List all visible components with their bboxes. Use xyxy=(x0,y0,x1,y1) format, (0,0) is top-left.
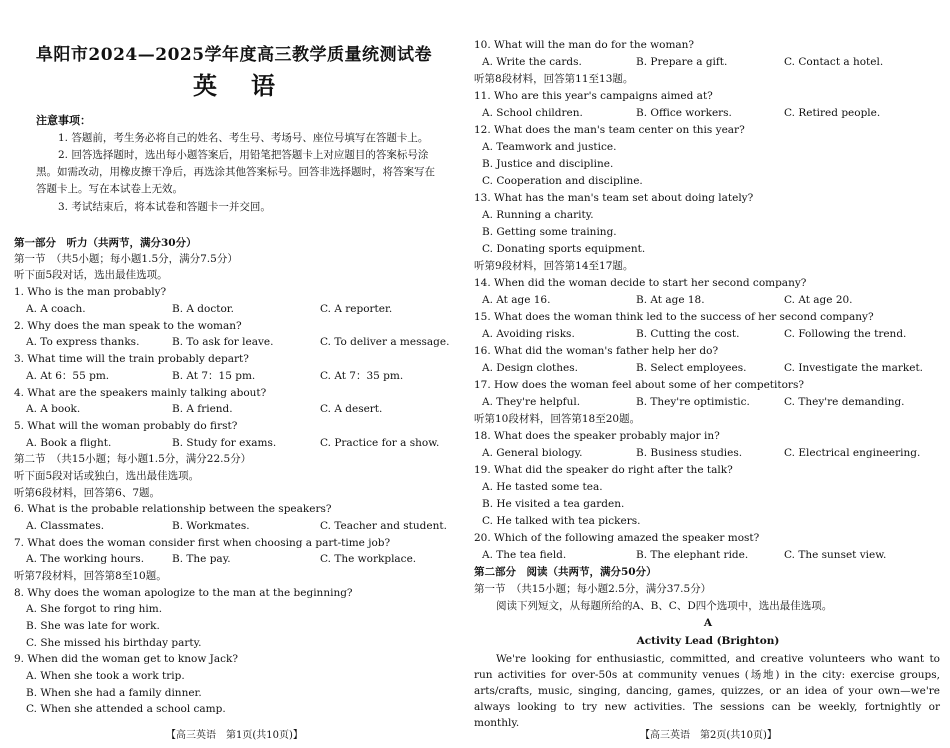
option-a: A. The working hours. xyxy=(26,553,145,565)
option-b: B. The pay. xyxy=(172,553,231,565)
option-c: C. A reporter. xyxy=(320,303,393,315)
question-14: 14. When did the woman decide to start her second company? xyxy=(474,277,807,289)
question-9: 9. When did the woman get to know Jack? xyxy=(14,653,239,665)
question-17: 17. How does the woman feel about some of her competitors? xyxy=(474,379,804,391)
question-13: 13. What has the man's team set about doing lately? xyxy=(474,192,754,204)
section1-heading: 第一节 （共5小题；每小题1.5分，满分7.5分） xyxy=(14,253,238,265)
option-b: B. At age 18. xyxy=(636,294,705,306)
option-a: A. At age 16. xyxy=(482,294,551,306)
option-a: A. A coach. xyxy=(26,303,86,315)
option-b: B. Office workers. xyxy=(636,107,732,119)
exam-title: 阜阳市2024—2025学年度高三教学质量统测试卷 xyxy=(35,45,433,65)
option-b: B. Study for exams. xyxy=(172,437,277,449)
notice-item-3: 3. 考试结束后，将本试卷和答题卡一并交回。 xyxy=(58,201,271,213)
option-a: A. To express thanks. xyxy=(26,336,140,348)
question-18: 18. What does the speaker probably major in? xyxy=(474,430,720,442)
question-9-option-c: C. When she attended a school camp. xyxy=(26,703,226,715)
section2-heading: 第二节 （共15小题；每小题1.5分，满分22.5分） xyxy=(14,453,252,465)
notice-heading: 注意事项： xyxy=(36,114,91,127)
option-b: B. The elephant ride. xyxy=(636,549,749,561)
option-c: C. To deliver a message. xyxy=(320,336,450,348)
option-c: C. Retired people. xyxy=(784,107,881,119)
option-a: A. The tea field. xyxy=(482,549,567,561)
question-20: 20. Which of the following amazed the speaker most? xyxy=(474,532,760,544)
option-c: C. Teacher and student. xyxy=(320,520,447,532)
option-a: A. Classmates. xyxy=(26,520,105,532)
option-b: B. A doctor. xyxy=(172,303,234,315)
option-a: A. A book. xyxy=(26,403,81,415)
option-b: B. They're optimistic. xyxy=(636,396,750,408)
option-c: C. At 7：35 pm. xyxy=(320,370,404,382)
option-c: C. The workplace. xyxy=(320,553,417,565)
option-b: B. Cutting the cost. xyxy=(636,328,740,340)
notice-item-2a: 2. 回答选择题时，选出每小题答案后，用铅笔把答题卡上对应题目的答案标号涂 xyxy=(58,149,429,161)
section2-instruction: 听下面5段对话或独白，选出最佳选项。 xyxy=(14,470,200,482)
option-a: A. Write the cards. xyxy=(482,56,582,68)
option-c: C. Practice for a show. xyxy=(320,437,440,449)
question-8: 8. Why does the woman apologize to the man at the beginning? xyxy=(14,587,353,599)
question-13-option-c: C. Donating sports equipment. xyxy=(482,243,646,255)
question-7: 7. What does the woman consider first when choosing a part-time job? xyxy=(14,537,391,549)
question-6: 6. What is the probable relationship between the speakers? xyxy=(14,503,332,515)
material-6-instruction: 听第6段材料，回答第6、7题。 xyxy=(14,487,161,499)
question-5: 5. What will the woman probably do first? xyxy=(14,420,238,432)
notice-item-1: 1. 答题前，考生务必将自己的姓名、考生号、考场号、座位号填写在答题卡上。 xyxy=(58,132,429,144)
part1-heading: 第一部分 听力（共两节，满分30分） xyxy=(14,237,197,249)
page-footer-left: 【高三英语 第1页(共10页)】 xyxy=(166,730,303,741)
question-9-option-b: B. When she had a family dinner. xyxy=(26,687,202,699)
option-a: A. School children. xyxy=(482,107,583,119)
question-19: 19. What did the speaker do right after the talk? xyxy=(474,464,733,476)
question-13-option-b: B. Getting some training. xyxy=(482,226,617,238)
option-c: C. At age 20. xyxy=(784,294,853,306)
option-c: C. Electrical engineering. xyxy=(784,447,921,459)
option-c: C. They're demanding. xyxy=(784,396,905,408)
question-8-option-b: B. She was late for work. xyxy=(26,620,160,632)
option-a: A. General biology. xyxy=(482,447,583,459)
question-19-option-b: B. He visited a tea garden. xyxy=(482,498,625,510)
option-a: A. Book a flight. xyxy=(26,437,112,449)
question-12-option-a: A. Teamwork and justice. xyxy=(482,141,617,153)
question-8-option-c: C. She missed his birthday party. xyxy=(26,637,202,649)
question-10: 10. What will the man do for the woman? xyxy=(474,39,695,51)
option-b: B. At 7：15 pm. xyxy=(172,370,256,382)
material-8-instruction: 听第8段材料，回答第11至13题。 xyxy=(474,73,634,85)
option-a: A. At 6：55 pm. xyxy=(26,370,110,382)
question-2: 2. Why does the man speak to the woman? xyxy=(14,320,242,332)
option-b: B. Select employees. xyxy=(636,362,747,374)
option-c: C. A desert. xyxy=(320,403,383,415)
page-footer-right: 【高三英语 第2页(共10页)】 xyxy=(640,730,777,741)
reading-section1-heading: 第一节 （共15小题；每小题2.5分，满分37.5分） xyxy=(474,583,712,595)
part2-heading: 第二部分 阅读（共两节，满分50分） xyxy=(474,566,657,578)
notice-item-2c: 答题卡上。写在本试卷上无效。 xyxy=(36,183,183,195)
question-3: 3. What time will the train probably depart? xyxy=(14,353,249,365)
subject-title: 英语 xyxy=(193,71,309,100)
reading-section1-instruction: 阅读下列短文，从每题所给的A、B、C、D四个选项中，选出最佳选项。 xyxy=(496,600,833,612)
option-b: B. To ask for leave. xyxy=(172,336,274,348)
question-11: 11. Who are this year's campaigns aimed at? xyxy=(474,90,713,102)
question-9-option-a: A. When she took a work trip. xyxy=(26,670,185,682)
option-b: B. Workmates. xyxy=(172,520,250,532)
option-b: B. Prepare a gift. xyxy=(636,56,728,68)
question-19-option-c: C. He talked with tea pickers. xyxy=(482,515,641,527)
option-c: C. Contact a hotel. xyxy=(784,56,884,68)
question-8-option-a: A. She forgot to ring him. xyxy=(26,603,163,615)
material-9-instruction: 听第9段材料，回答第14至17题。 xyxy=(474,260,634,272)
question-13-option-a: A. Running a charity. xyxy=(482,209,594,221)
question-12: 12. What does the man's team center on this year? xyxy=(474,124,745,136)
option-b: B. Business studies. xyxy=(636,447,743,459)
passage-letter: A xyxy=(703,617,713,629)
option-b: B. A friend. xyxy=(172,403,233,415)
question-19-option-a: A. He tasted some tea. xyxy=(482,481,603,493)
passage-title: Activity Lead (Brighton) xyxy=(636,635,780,647)
material-7-instruction: 听第7段材料，回答第8至10题。 xyxy=(14,570,167,582)
section1-instruction: 听下面5段对话，选出最佳选项。 xyxy=(14,269,168,281)
passage-paragraph: We're looking for enthusiastic, committed, and creative volunteers who want to run activities for over-50s at community venues (场地) in the city: exercise groups, arts/crafts, music, singing, dancing, games, quizzes, or an idea of your own—we're always looking to try new activities. The sessions can be weekly, fortnightly or monthly. xyxy=(474,653,940,729)
option-a: A. They're helpful. xyxy=(482,396,581,408)
question-15: 15. What does the woman think led to the success of her second company? xyxy=(474,311,874,323)
question-16: 16. What did the woman's father help her do? xyxy=(474,345,719,357)
notice-item-2b: 黑。如需改动，用橡皮擦干净后，再选涂其他答案标号。回答非选择题时，将答案写在 xyxy=(36,166,435,178)
option-c: C. Investigate the market. xyxy=(784,362,924,374)
option-a: A. Design clothes. xyxy=(482,362,578,374)
material-10-instruction: 听第10段材料，回答第18至20题。 xyxy=(474,413,641,425)
option-c: C. Following the trend. xyxy=(784,328,907,340)
option-c: C. The sunset view. xyxy=(784,549,887,561)
question-4: 4. What are the speakers mainly talking about? xyxy=(14,387,267,399)
option-a: A. Avoiding risks. xyxy=(482,328,575,340)
question-12-option-c: C. Cooperation and discipline. xyxy=(482,175,643,187)
question-1: 1. Who is the man probably? xyxy=(14,286,167,298)
question-12-option-b: B. Justice and discipline. xyxy=(482,158,614,170)
